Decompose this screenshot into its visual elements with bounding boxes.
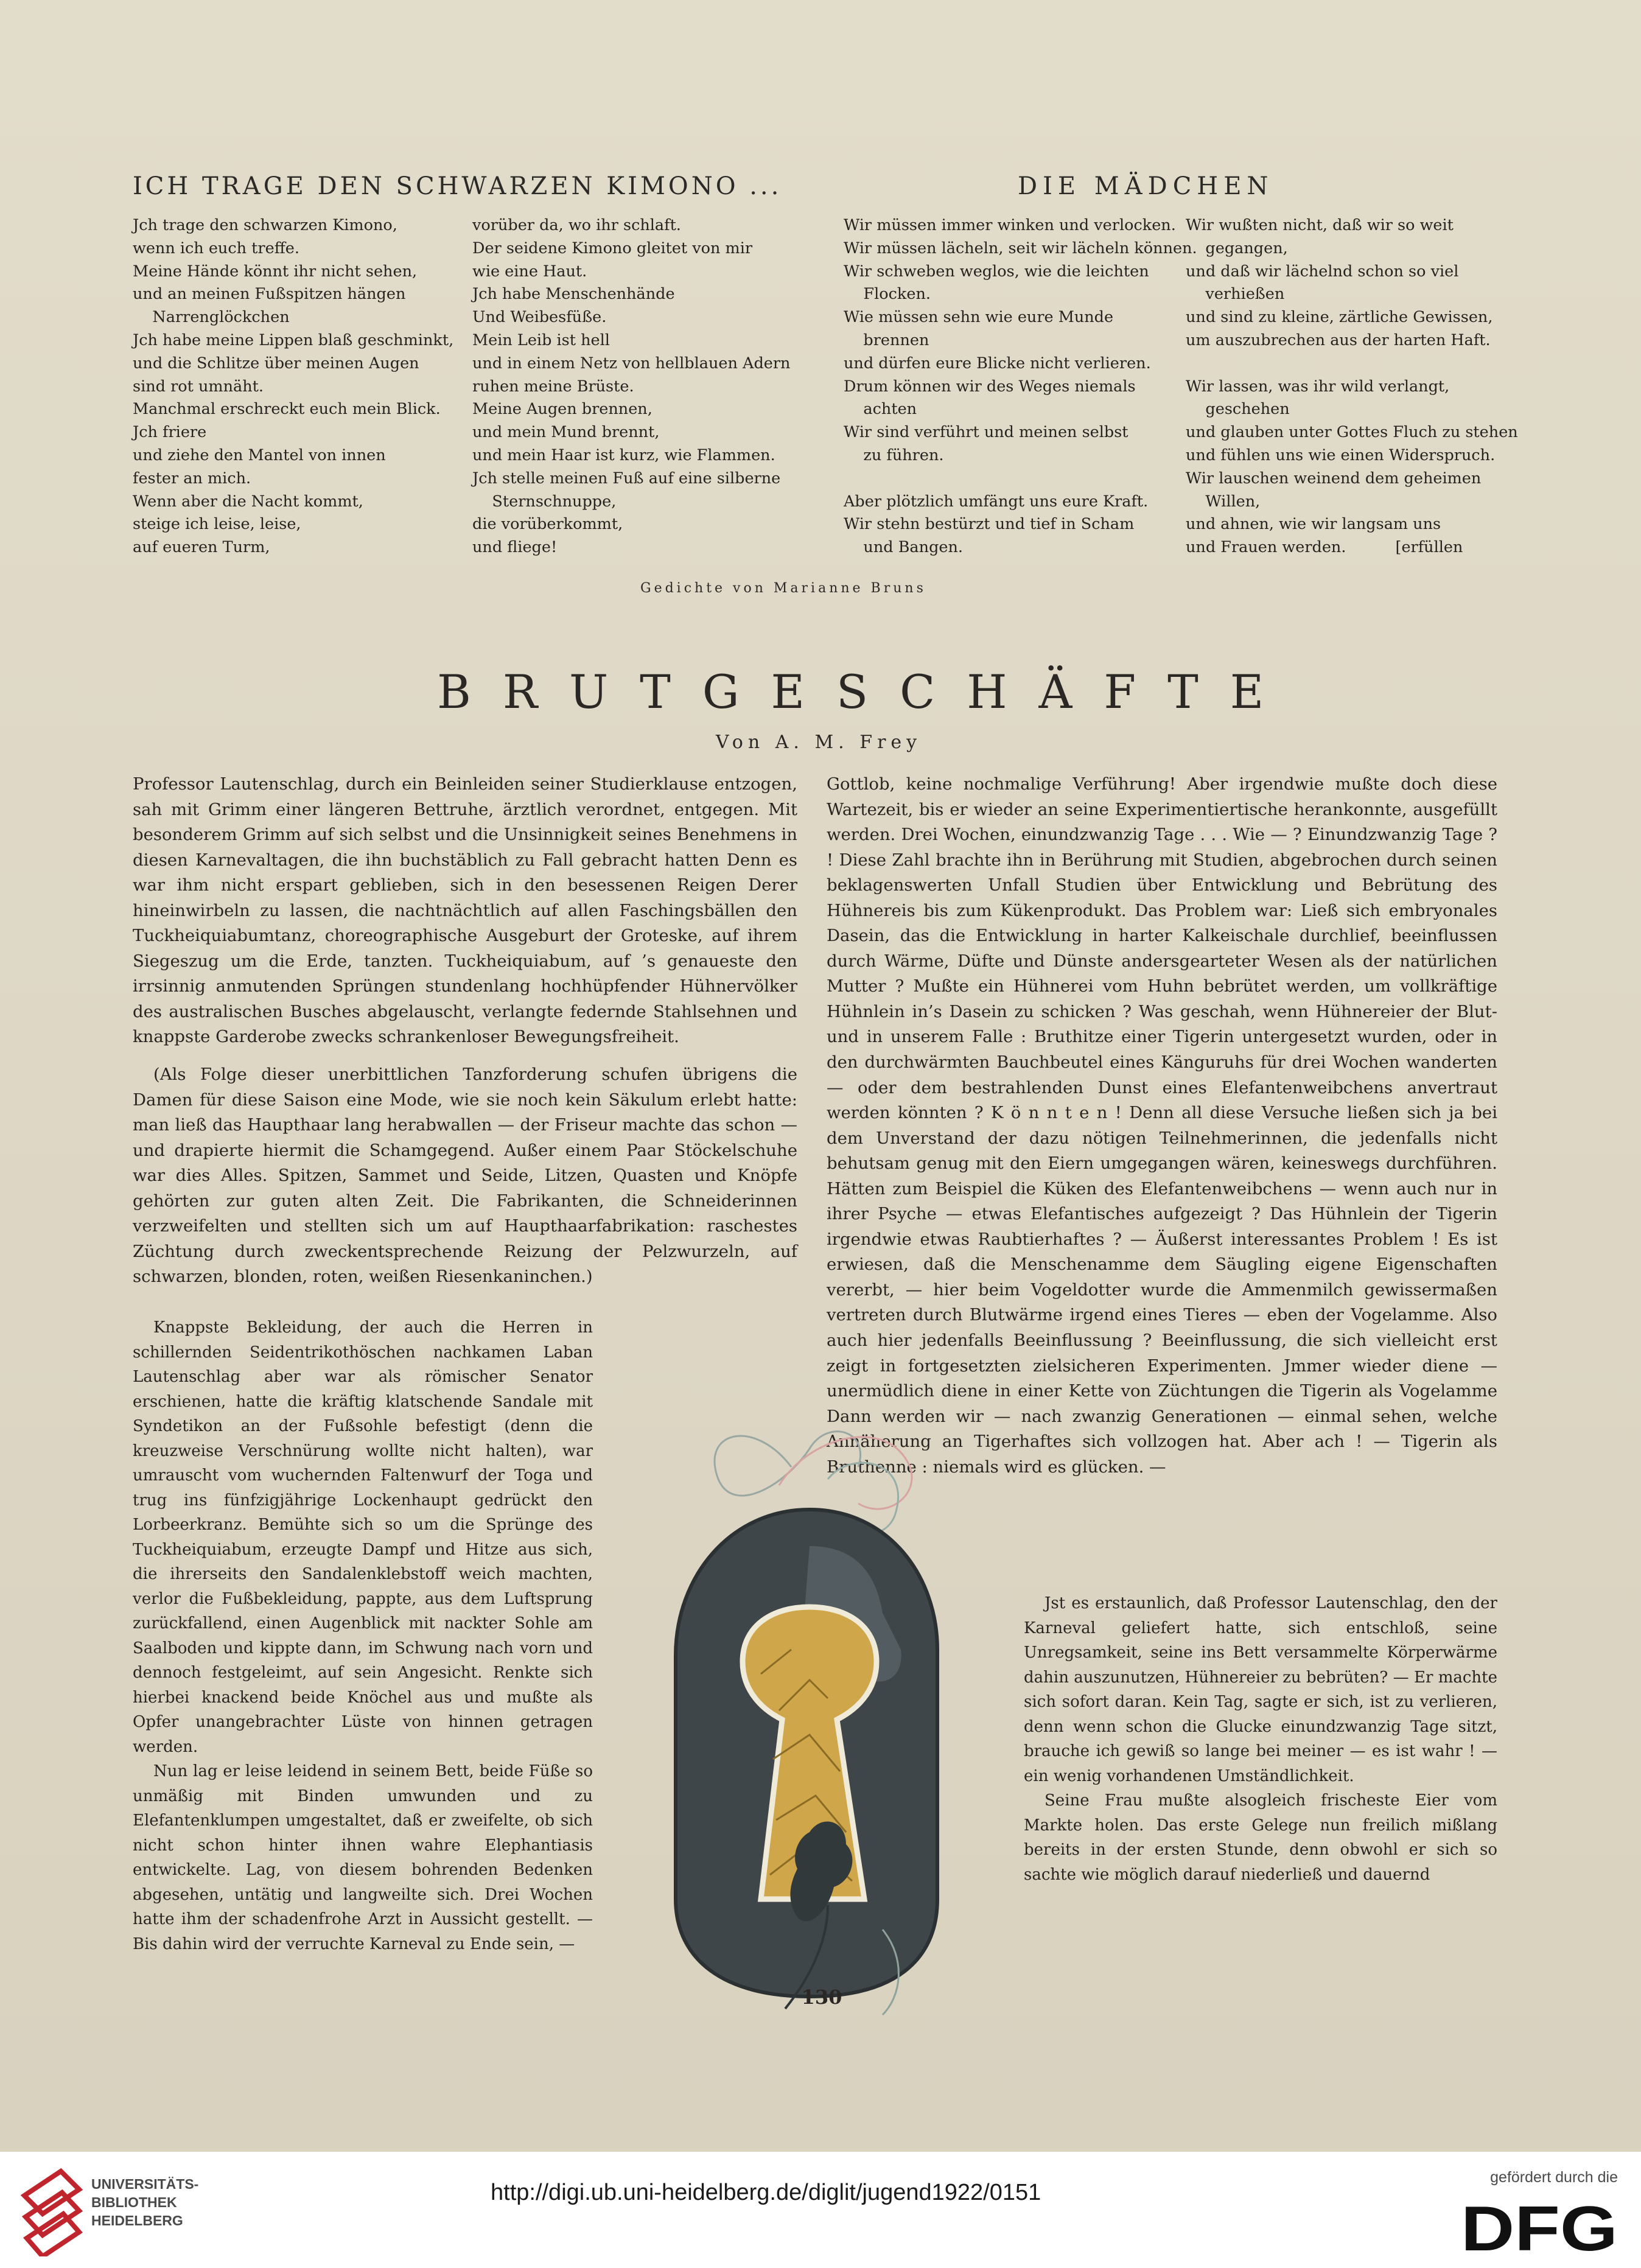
library-name: UNIVERSITÄTS- BIBLIOTHEK HEIDELBERG — [91, 2176, 199, 2228]
poem-title-maedchen: DIE MÄDCHEN — [1018, 172, 1274, 200]
article-right-column — [827, 772, 1497, 1477]
article-right-column-bottom — [1024, 1591, 1497, 1950]
article-title: BRUTGESCHÄFTE — [437, 665, 1296, 719]
keyhole-illustration-icon — [627, 1394, 986, 2021]
dfg-logo[interactable] — [1461, 2199, 1618, 2254]
poems-credit: Gedichte von Marianne Bruns — [640, 581, 926, 596]
article-paragraph: Seine Frau mußte alsogleich frischeste Eier vom Markte holen. Das erste Gelege nun freilich mißlang bereits in der ersten Stunde, denn obwohl er sich so sachte wie möglich darauf niederließ und dauernd — [1024, 1791, 1497, 1884]
dfg-logo-text: DFG — [1461, 2199, 1618, 2254]
poem-title-kimono: ICH TRAGE DEN SCHWARZEN KIMONO ... — [133, 172, 782, 200]
footer-bar — [0, 2152, 1641, 2268]
heidelberg-university-library-logo[interactable] — [18, 2165, 85, 2256]
funded-by-label: gefördert durch die — [1490, 2169, 1618, 2186]
article-paragraph: Professor Lautenschlag, durch ein Beinleiden seiner Studierklause entzogen, sah mit Grimm einer längeren Bettruhe, ärztlich verordnet, entgegen. Mit besonderem Grimm auf sich selbst und die Unsinnigkeit seines Benehmens in diesen Karnevaltagen, die ihn buchstäblich zu Fall gebracht hatten Denn es war ihm nicht erspart geblieben, sich in den besessenen Reigen Derer hineinwirbeln zu lassen, die nachtnächtlich auf allen Faschingsbällen den Tuckheiquiabumtanz, choreographische Ausgeburt der Groteske, auf ihrem Siegeszug um die Erde, tanzten. Tuckheiquiabum, auf ’s genaueste den irrsinnig anmutenden Sprüngen stundenlang hochhüpfender Hühnervölker des australischen Busches abgelauscht, verlangte federnde Stahlsehnen und knappste Garderobe zwecks schrankenloser Bewegungsfreiheit. — [133, 774, 797, 1047]
source-url-link[interactable]: http://digi.ub.uni-heidelberg.de/diglit/jugend1922/0151 — [491, 2180, 1041, 2205]
article-paragraph: Nun lag er leise leidend in seinem Bett, beide Füße so unmäßig mit Binden umwunden und zu Elefantenklumpen umgestaltet, daß er zweifelte, ob sich nicht schon hinter ihnen wahre Elephantiasis entwickelte. Lag, von diesem bohrenden Bedenken abgesehen, untätig und langweilte sich. Drei Wochen hatte ihm der schadenfrohe Arzt in Aussicht gestellt. — Bis dahin wird der verruchte Karneval zu Ende sein, — — [133, 1762, 593, 1953]
article-paragraph: (Als Folge dieser unerbittlichen Tanzforderung schufen übrigens die Damen für diese Saison eine Mode, wie sie noch kein Säkulum erlebt hatte: man ließ das Haupthaar lang herabwallen — der Friseur machte das schon — und drapierte hiermit die Schamgegend. Außer einem Paar Stöckelschuhe war dies Alles. Spitzen, Sammet und Seide, Litzen, Quasten und Knöpfe gehörten zur guten alten Zeit. Die Fabrikanten, die Schneiderinnen verzweifelten und stellten sich um auf Haupthaarfabrikation: raschestes Züchtung durch zweckentsprechende Reizung der Pelzwurzeln, auf schwarzen, blonden, roten, weißen Riesenkaninchen.) — [133, 1065, 797, 1287]
article-paragraph: Jst es erstaunlich, daß Professor Lautenschlag, den der Karneval geliefert hatte, sich entschloß, seine Unregsamkeit, seine ins Bett versammelte Körperwärme dahin auszunutzen, Hühnereier zu bebrüten? — Er machte sich sofort daran. Kein Tag, sagte er sich, ist zu verlieren, denn wenn schon die Glucke einundzwanzig Tage sitzt, brauche ich gewiß so lange bei meiner — es ist wahr ! — ein wenig vorhandenen Umständlichkeit. — [1024, 1594, 1497, 1785]
poem-kimono-column-2: vorüber da, wo ihr schlaft. Der seidene Kimono gleitet von mir wie eine Haut. Jch habe Menschenhände Und Weibesfüße. Mein Leib ist hell und in einem Netz von hellblauen Adern ruhen meine Brüste. Meine Augen brennen, und mein Mund brennt, und mein Haar ist kurz, wie Flammen. Jch stelle meinen Fuß auf eine silberne Sternschnuppe, die vorüberkommt, und fliege! — [472, 216, 791, 557]
article-paragraph: Gottlob, keine nochmalige Verführung! Aber irgendwie mußte doch diese Wartezeit, bis er wieder an seine Experimentiertische herankonnte, ausgefüllt werden. Drei Wochen, einundzwanzig Tage . . . Wie — ? Einundzwanzig Tage ? ! Diese Zahl brachte ihn in Berührung mit Studien, abgebrochen durch seinen beklagenswerten Unfall Studien über Entwicklung und Bebrütung des Hühnereis bis zum Kükenprodukt. Das Problem war: Ließ sich embryonales Dasein, das die Entwicklung in harter Kalkeischale durchlief, beeinflussen durch Wärme, Düfte und Dünste andersgearteter Wesen als der natürlichen Mutter ? Mußte ein Hühnerei vom Huhn bebrütet werden, um vollkräftige Hühnlein in’s Dasein zu schicken ? Was geschah, wenn Hühnereier der Blut- und in unserem Falle : Bruthitze einer Tigerin untergesetzt wurden, oder in den durchwärmten Bauchbeutel eines Känguruhs für drei Wochen wanderten — oder dem bestrahlenden Dunst eines Elefantenweibchens anvertraut werden könnten ? K ö n n t e n ! Denn all diese Versuche ließen sich ja bei dem Unverstand der dazu nötigen Teilnehmerinnen, die jedenfalls nicht behutsam genug mit den Eiern umgegangen wären, keineswegs durchführen. Hätten zum Beispiel die Küken des Elefantenweibchens — wenn auch nur in ihrer Psyche — etwas Elefantisches aufgezeigt ? Das Hühnlein der Tigerin irgendwie etwas Raubtierhaftes ? — Äußerst interessantes Problem ! Es ist erwiesen, daß die Menschenamme dem Säugling eigene Eigenschaften vererbt, — hier beim Vogeldotter wurde die Ammenmilch gewissermaßen vertreten durch Blutwärme irgend eines Tieres — eben der Vogelamme. Also auch hier jedenfalls Beeinflussung ? Beeinflussung, die sich vielleicht erst zeigt in fortgesetzten zielsicheren Experimenten. Jmmer wieder diene — unermüdlich diene in einer Kette von Züchtungen die Tigerin als Vogelamme Dann werden wir — nach zwanzig Generationen — einmal sehen, welche Annäherung an Tigerhaftes sich vollzogen hat. Aber ach ! — Tigerin als Bruthenne : niemals wird es glücken. — — [827, 774, 1497, 1477]
article-left-column-mid — [133, 1062, 797, 1342]
page-number: 130 — [801, 1986, 842, 2009]
article-paragraph: Knappste Bekleidung, der auch die Herren in schillernden Seidentrikothöschen nachkamen Laban Lautenschlag aber war als römischer Senator erschienen, hatte die kräftig klatschende Sandale mit Syndetikon an der Fußsohle befestigt (denn die kreuzweise Verschnürung wollte nicht halten), war umrauscht vom wuchernden Faltenwurf der Toga und trug ins fünfzigjährige Lockenhaupt gedrückt den Lorbeerkranz. Bemühte sich so um die Sprünge des Tuckheiquiabum, erzeugte Dampf und Hitze aus sich, die ihrerseits den Sandalenklebstoff weich machten, verlor die Fußbekleidung, pappte, aus dem Luftsprung zurückfallend, einen Augenblick mit nackter Sohle am Saalboden und kippte dann, im Schwung nach vorn und dennoch festgeleimt, auf sein Angesicht. Renkte sich hierbei knackend beide Knöchel aus und mußte als Opfer unangebrachter Lüste von hinnen getragen werden. — [133, 1318, 593, 1756]
poem-maedchen-column-1: Wir müssen immer winken und verlocken. Wir müssen lächeln, seit wir lächeln können. Wir schweben weglos, wie die leichten Flocken. Wie müssen sehn wie eure Munde brennen und dürfen eure Blicke nicht verlieren. Drum können wir des Weges niemals achten Wir sind verführt und meinen selbst zu führen. Aber plötzlich umfängt uns eure Kraft. Wir stehn bestürzt und tief in Scham und Bangen. — [844, 216, 1197, 557]
article-byline: Von A. M. Frey — [715, 732, 922, 753]
poem-maedchen-column-2: Wir wußten nicht, daß wir so weit gegangen, und daß wir lächelnd schon so viel verhießen und sind zu kleine, zärtliche Gewissen, um auszubrechen aus der harten Haft. Wir lassen, was ihr wild verlangt, geschehen und glauben unter Gottes Fluch zu stehen und fühlen uns wie einen Widerspruch. Wir lauschen weinend dem geheimen Willen, und ahnen, wie wir langsam uns und Frauen werden. [erfüllen — [1186, 216, 1518, 557]
article-left-column-bottom — [133, 1315, 593, 1953]
poem-kimono-column-1: Jch trage den schwarzen Kimono, wenn ich euch treffe. Meine Hände könnt ihr nicht sehen, und an meinen Fußspitzen hängen Narrenglöckchen Jch habe meine Lippen blaß geschminkt, und die Schlitze über meinen Augen sind rot umnäht. Manchmal erschreckt euch mein Blick. Jch friere und ziehe den Mantel von innen fester an mich. Wenn aber die Nacht kommt, steige ich leise, leise, auf eueren Turm, — [133, 216, 454, 557]
